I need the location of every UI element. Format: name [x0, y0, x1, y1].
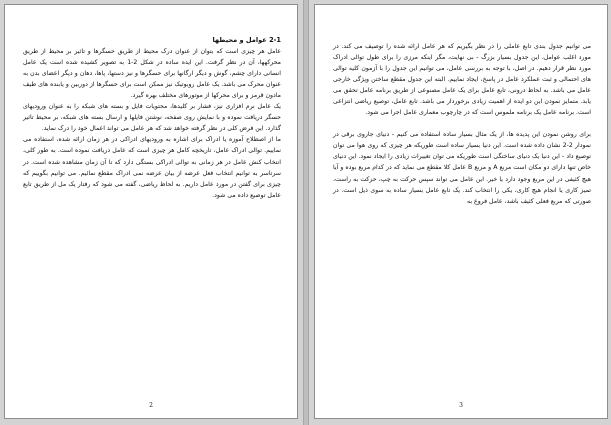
page-number: 3 — [459, 402, 463, 409]
page-content — [23, 35, 281, 201]
page-content — [333, 41, 591, 207]
paragraph: عامل هر چیزی است که بتوان از عنوان درک محیط از طریق حسگرها و تاثیر بر محیط از طریق محرکهها، آن در نظر گرفت. این ایده ساده در شکل 2-1 به تصویر کشیده شده است یک عامل انسانی دارای چشم، گوش و دیگر ارگانها برای حسگرها و نیز دستها، پاها، دهان و دیگر اعضای بدن به عنوان محرک می باشد. یک عامل روبوتیک نیز ممکن است برای حسگرها از دوربین و یابنده های طیف مادون قرمز و برای محرکها از موتورهای مختلف بهره گیرد. — [23, 48, 281, 100]
paragraph-gap — [333, 118, 591, 129]
page-3 — [314, 4, 608, 419]
paragraph: می توانیم جدول بندی تابع عاملی را در نظر بگیریم که هر عامل ارائه شده را توصیف می کند. در مورد اغلب عوامل، این جدول بسیار بزرگ - بی نهایت، مگر اینکه مرزی را برای طول توالی ادراک مورد نظر قرار دهیم. در اصل، با توجه به بررسی عامل، می توانیم این جدول را با آزمون کلیه توالی های احتمالی و ثبت عملکرد عامل در پاسخ، ایجاد نماییم. البته این جدول مقطع ساختن ویژگی خارجی عامل می باشد. به لحاظ درونی، تابع عامل برای یک عامل مصنوعی از طریق برنامه عامل تحقق می یابد. متمایز نمودن این دو ایده از اهمیت زیادی برخوردار می باشد. تابع عامل، توصیع ریاضی انتزاعی است. برنامه عامل یک برنامه ملموس است که در چارچوب معماری عامل اجرا می شود. — [333, 43, 591, 117]
paragraph: برای روشن نمودن این پدیده ها، از یک مثال بسیار ساده استفاده می کنیم - دنیای جاروی برقی در نمودار 2-2 نشان داده شده است. این دنیا بسیار ساده است طوریکه هر چیزی که روی هوا می توان توصیع داد - این دنیا یک دنیای ساختگی است طوریکه می توان تغییرات زیادی را ایجاد نمود. این دنیای خاص تنها دارای دو مکان است مربع A و مربع B عامل کلا مقطع می نماید که در کدام مربع بوده و آیا هیچ کثیفی در این مربع وجود دارد یا خیر. این عامل می تواند سپس حرکت به چپ، حرکت به راست، تمیز کاری یا انجام هیچ کاری، یکی را انتخاب کند. یک تابع عامل بسیار ساده به سوی ذیل است. در صورتی که مربع فعلی کثیف باشد، عامل فروع به — [333, 131, 591, 205]
page-2 — [4, 4, 298, 419]
page-divider — [303, 0, 309, 425]
paragraph: ما از اصطلاح آموزه یا ادراک برای اشاره به ورودیهای ادراکی در هر زمان ارائه شده، استفاده می نماییم. توالی ادراک عامل، تاریخچه کامل هر چیزی است که عامل دریافت نموده است. به طور کلی، انتخاب کنش عامل در هر زمانی به توالی ادراکی بستگی دارد که تا آن زمان مشاهده شده است. در سرتاسر به توانیم انتخاب فعل عرضه از بیان عرضه نمی ادراک مقطع نمائیم. می توانیم بگوییم که چیزی برای گفتن در مورد عامل داریم. به لحاظ ریاضی، گفته می شود که رفتار یک مل از طریق تابع عامل توصیع داده می شود. — [23, 136, 281, 199]
paragraph: یک عامل نرم افزاری نیز، فشار بر کلیدها، محتویات فایل و بسته های شبکه را به عنوان ورودیهای حسگر دریافت نموده و با نمایش روی صفحه، نوشتن فایلها و ارسال بسته های شبکه، بر محیط تاثیر گذارد. این فرض کلی در نظر گرفته خواهد شد که هر عامل می تواند اعمال خود را درک نماید. — [23, 103, 281, 133]
page-number: 2 — [149, 402, 153, 409]
section-heading: 2-1 عوامل و محیطها — [212, 36, 281, 44]
